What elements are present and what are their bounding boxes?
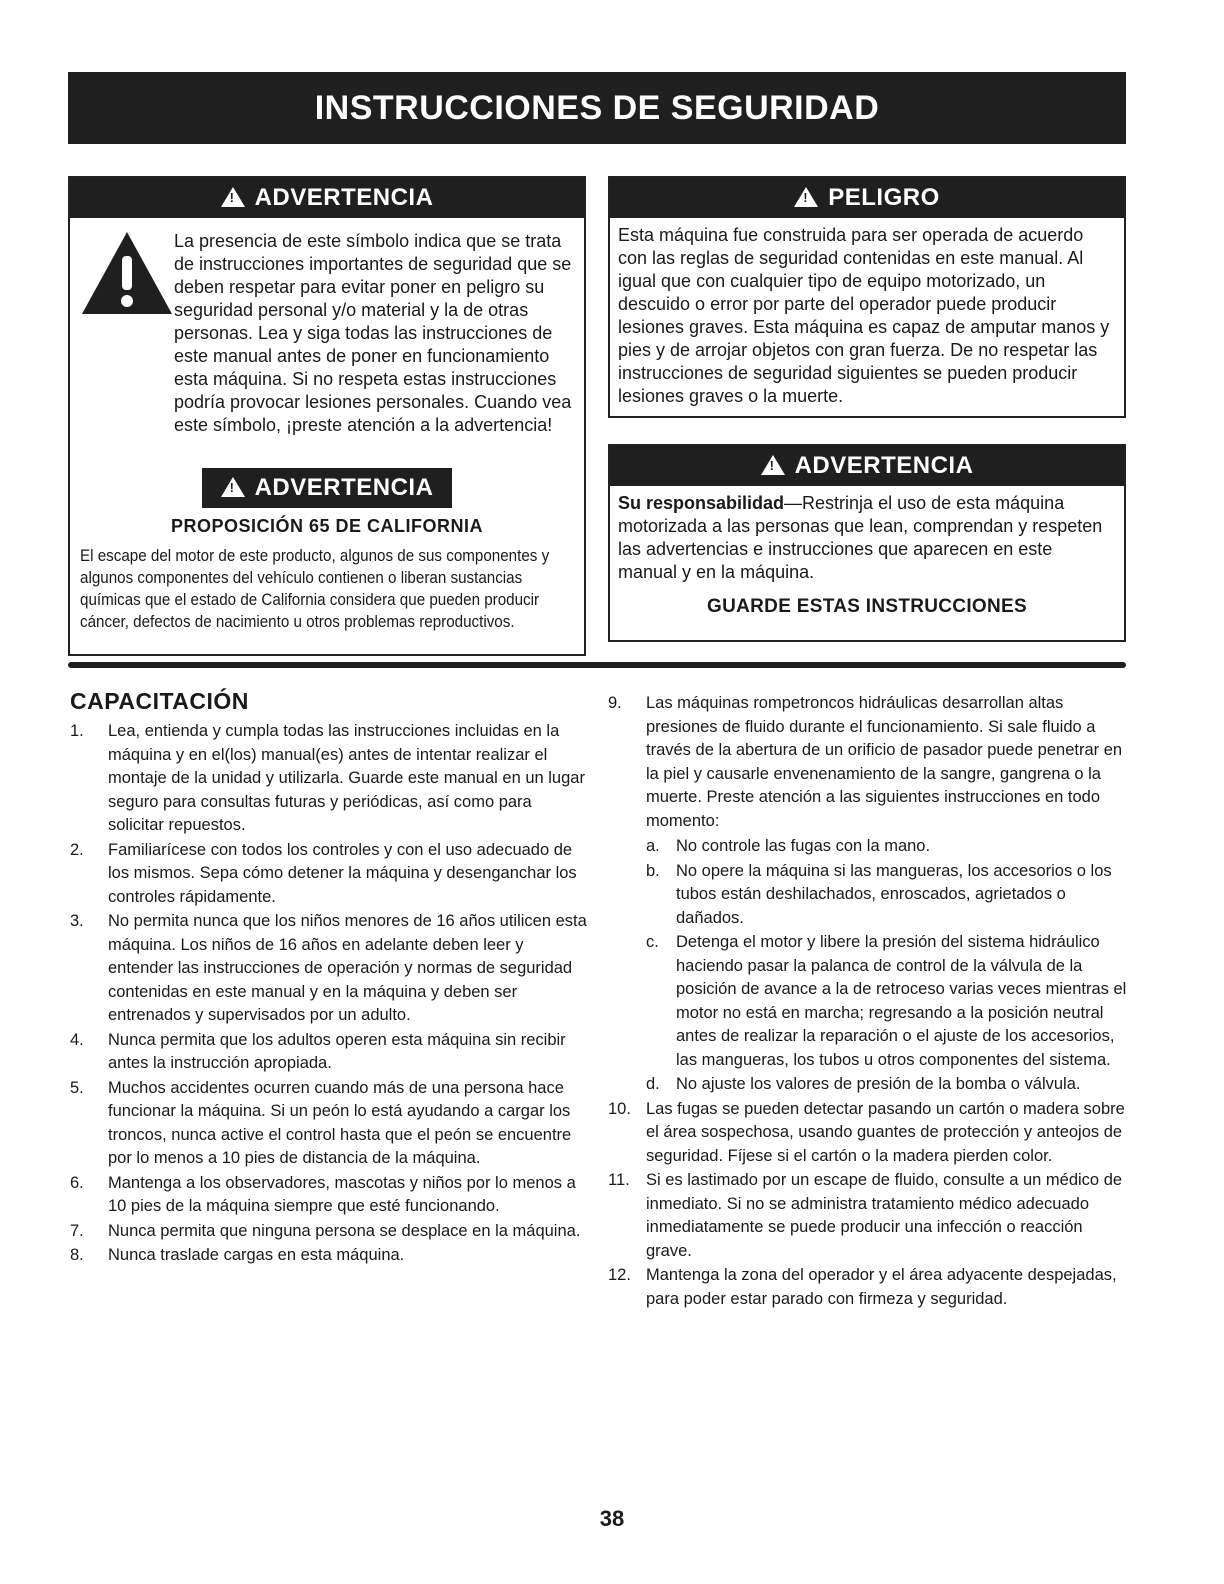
sub-item-text: No opere la máquina si las mangueras, los accesorios o los tubos están deshilachados, enroscados, agrietados o dañados. — [676, 861, 1112, 927]
list-item — [608, 692, 1128, 1097]
item-text: Lea, entienda y cumpla todas las instrucciones incluidas en la máquina y en el(los) manual(es) antes de intentar realizar el montaje de la unidad y utilizarla. Guarde este manual en un lugar seguro para consultas futuras y periódicas, así como para solicitar repuestos. — [108, 722, 585, 834]
list-item — [70, 910, 590, 1028]
training-list-left — [70, 720, 590, 1269]
item-number: 5. — [70, 1078, 84, 1097]
warning-triangle-icon — [221, 187, 245, 207]
sub-list-item — [646, 835, 1128, 859]
responsibility-box — [608, 444, 1126, 642]
training-list-right — [608, 692, 1128, 1312]
sub-item-letter: a. — [646, 837, 660, 855]
item-text: Nunca traslade cargas en esta máquina. — [108, 1246, 405, 1264]
responsibility-triangle-icon — [761, 455, 785, 475]
warning-text: La presencia de este símbolo indica que se trata de instrucciones importantes de seguridad que se deben respetar para evitar poner en peligro su seguridad personal y/o material y la de otras personas. Lea y siga todas las instrucciones de este manual antes de poner en funcionamiento esta máquina. Si no respeta estas instrucciones podría provocar lesiones personales. Cuando vea este símbolo, ¡preste atención a la advertencia! — [174, 231, 572, 435]
item-text: Las máquinas rompetroncos hidráulicas desarrollan altas presiones de fluido durante el funcionamiento. Si sale fluido a través de la abertura de un orificio de pasador puede penetrar en la piel y causarle envenenamiento de la sangre, gangrena o la muerte. Preste atención a las siguientes instrucciones en todo momento: — [646, 694, 1123, 830]
prop65-header-text: ADVERTENCIA — [254, 474, 434, 501]
page-banner — [68, 72, 1126, 144]
danger-header — [610, 178, 1124, 218]
sub-list-item — [646, 860, 1128, 931]
list-item — [70, 1077, 590, 1171]
warning-box — [68, 176, 586, 468]
warning-header-text: ADVERTENCIA — [254, 184, 434, 211]
prop65-text: El escape del motor de este producto, algunos de sus componentes y algunos componentes del vehículo contienen o liberan sustancias químicas que el estado de California considera que pueden producir cáncer, defectos de nacimiento u otros problemas reproductivos. — [80, 547, 550, 631]
sub-item-letter: b. — [646, 861, 660, 880]
item-text: Mantenga a los observadores, mascotas y niños por lo menos a 10 pies de la máquina siempre que esté funcionando. — [108, 1173, 576, 1215]
item-text: Las fugas se pueden detectar pasando un cartón o madera sobre el área sospechosa, usando guantes de protección y anteojos de seguridad. Fíjese si el cartón o la madera pierden color. — [646, 1099, 1125, 1165]
sub-item-letter: d. — [646, 1075, 660, 1093]
list-item — [608, 1264, 1128, 1311]
page-number: 38 — [599, 1506, 625, 1531]
responsibility-header-text: ADVERTENCIA — [794, 452, 974, 479]
sub-list — [646, 835, 1128, 1097]
sub-item-letter: c. — [646, 933, 659, 951]
item-number: 4. — [70, 1030, 84, 1049]
list-item — [70, 1220, 590, 1244]
banner-title: INSTRUCCIONES DE SEGURIDAD — [314, 88, 880, 127]
list-item — [608, 1098, 1128, 1169]
prop65-triangle-icon — [221, 477, 245, 497]
sub-list-item — [646, 1073, 1128, 1097]
item-number: 11. — [608, 1171, 630, 1189]
item-number: 3. — [70, 912, 84, 930]
item-number: 10. — [608, 1099, 631, 1118]
list-item — [70, 1244, 590, 1268]
sub-item-text: No controle las fugas con la mano. — [676, 837, 931, 855]
item-text: Mantenga la zona del operador y el área adyacente despejadas, para poder estar parado con firmeza y seguridad. — [646, 1266, 1117, 1308]
item-number: 1. — [70, 722, 84, 740]
sub-item-text: No ajuste los valores de presión de la bomba o válvula. — [676, 1075, 1081, 1093]
prop65-box — [68, 466, 586, 656]
responsibility-lead: Su responsabilidad — [618, 493, 785, 513]
sub-item-text: Detenga el motor y libere la presión del sistema hidráulico haciendo pasar la palanca de control de la válvula de la posición de avance a la de retroceso varias veces mientras el motor no está en marcha; regresando a la posición neutral antes de realizar la reparación o el ajuste de los accesorios, las mangueras, los tubos u otros componentes del sistema. — [676, 933, 1127, 1069]
item-text: Familiarícese con todos los controles y con el uso adecuado de los mismos. Sepa cómo detener la máquina y desenganchar los controles rápidamente. — [108, 840, 577, 906]
item-number: 8. — [70, 1246, 84, 1264]
danger-box — [608, 176, 1126, 418]
responsibility-body: —Restrinja el uso de esta máquina motorizada a las personas que lean, comprendan y respeten las advertencias e instrucciones que aparecen en este manual y en la máquina. — [618, 493, 1103, 582]
item-text: Si es lastimado por un escape de fluido, consulte a un médico de inmediato. Si no se administra tratamiento médico adecuado inmediatamente se puede producir una infección o reacción grave. — [646, 1171, 1123, 1260]
section-divider — [68, 662, 1126, 668]
item-number: 2. — [70, 840, 84, 859]
prop65-header — [202, 468, 452, 508]
item-text: Nunca permita que ninguna persona se desplace en la máquina. — [108, 1221, 581, 1240]
list-item — [70, 839, 590, 910]
responsibility-text — [618, 492, 1116, 584]
list-item — [70, 1172, 590, 1219]
danger-text: Esta máquina fue construida para ser operada de acuerdo con las reglas de seguridad contenidas en este manual. Al igual que con cualquier tipo de equipo motorizado, un descuido o error por parte del operador puede producir lesiones graves. Esta máquina es capaz de amputar manos y pies y de arrojar objetos con gran fuerza. De no respetar las instrucciones de seguridad siguientes se pueden producir lesiones graves o la muerte. — [618, 225, 1110, 406]
item-text: No permita nunca que los niños menores de 16 años utilicen esta máquina. Los niños de 16 años en adelante deben leer y entender las instrucciones de operación y normas de seguridad contenidas en este manual y en la máquina y deben ser entrenados y supervisados por un adulto. — [108, 912, 587, 1024]
item-number: 6. — [70, 1173, 84, 1192]
item-text: Nunca permita que los adultos operen esta máquina sin recibir antes la instrucción apropiada. — [108, 1030, 566, 1072]
guarde-instrucciones: GUARDE ESTAS INSTRUCCIONES — [707, 596, 1027, 617]
item-number: 12. — [608, 1266, 631, 1284]
list-item — [608, 1169, 1128, 1263]
item-number: 7. — [70, 1221, 84, 1240]
sub-list-item — [646, 931, 1128, 1072]
responsibility-header — [610, 446, 1124, 486]
large-warning-icon — [80, 230, 174, 316]
list-item — [70, 720, 590, 838]
item-text: Muchos accidentes ocurren cuando más de una persona hace funcionar la máquina. Si un peón lo está ayudando a cargar los troncos, nunca active el control hasta que el peón se encuentre por lo menos a 10 pies de distancia de la máquina. — [108, 1078, 572, 1167]
danger-triangle-icon — [794, 187, 818, 207]
warning-header — [70, 178, 584, 218]
prop65-title: PROPOSICIÓN 65 DE CALIFORNIA — [170, 516, 484, 536]
item-number: 9. — [608, 694, 622, 712]
section-title: CAPACITACIÓN — [70, 688, 249, 714]
list-item — [70, 1029, 590, 1076]
danger-header-text: PELIGRO — [828, 184, 940, 211]
